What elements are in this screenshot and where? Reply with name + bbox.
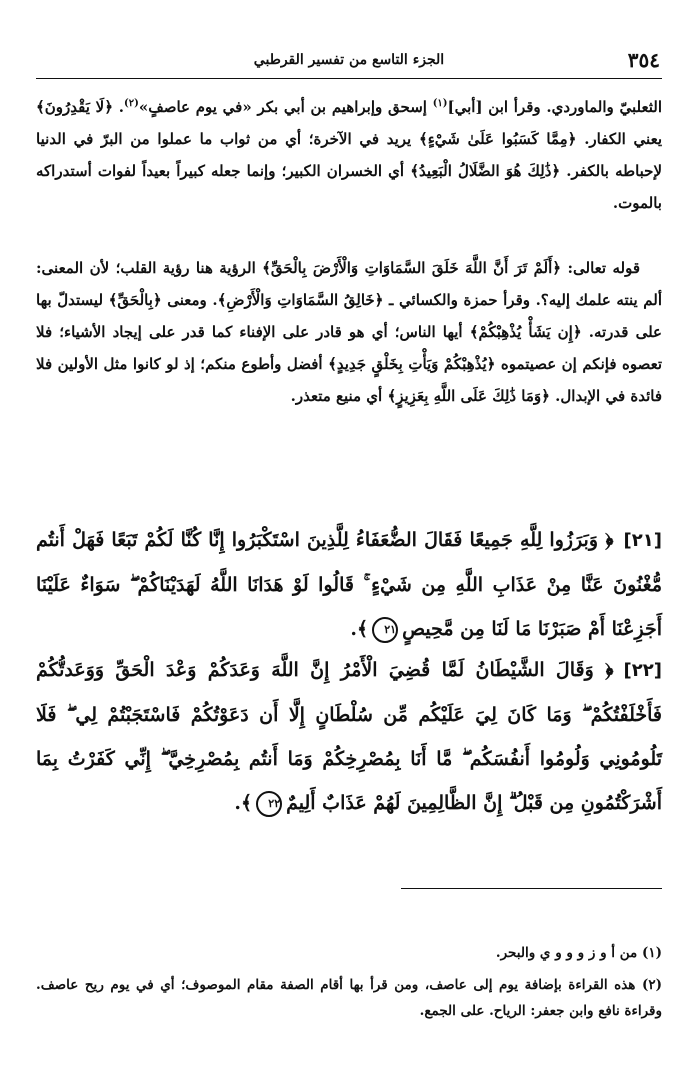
running-title: الجزء التاسع من تفسير القرطبي: [253, 52, 445, 68]
commentary-paragraph-1: [36, 88, 662, 219]
page-header: [36, 44, 662, 78]
page-number: ٣٥٤: [627, 48, 660, 72]
verse-end-marker: ٢١: [372, 617, 398, 643]
para1-text-3: . ﴿لَا يَقْدِرُونَ﴾ يعني الكفار. ﴿مِمَّا كَسَبُوا عَلَىٰ شَيْءٍ﴾ يريد في الآخرة؛ أي من ثواب ما عملوا من البرّ في الدنيا لإحباطه بالكفر. ﴿ذَٰلِكَ هُوَ الضَّلَالُ الْبَعِيدُ﴾ أي الخسران الكبير؛ وإنما جعله كبيراً بعيداً لفوات أستدراكه بالموت.: [36, 98, 662, 212]
commentary-paragraph-2: قوله تعالى: ﴿أَلَمْ تَرَ أَنَّ اللَّهَ خَلَقَ السَّمَاوَاتِ وَالْأَرْضَ بِالْحَقِّ﴾ الرؤية هنا رؤية القلب؛ لأن المعنى: ألم ينته علمك إليه؟. وقرأ حمزة والكسائي ـ ﴿خَالِقُ السَّمَاوَاتِ وَالْأَرْضِ﴾. ومعنى ﴿بِالْحَقِّ﴾ ليستدلّ بها على قدرته. ﴿إِن يَشَأْ يُذْهِبْكُمْ﴾ أيها الناس؛ أي هو قادر على الإفناء كما قدر على إيجاد الأشياء؛ فلا تعصوه فإنكم إن عصيتموه ﴿يُذْهِبْكُمْ وَيَأْتِ بِخَلْقٍ جَدِيدٍ﴾ أفضل وأطوع منكم؛ إذ لو كانوا مثل الأولين فلا فائدة في الإبدال. ﴿وَمَا ذَٰلِكَ عَلَى اللَّهِ بِعَزِيزٍ﴾ أي منيع متعذر.: [36, 259, 662, 405]
para1-text-2: إسحق وإبراهيم بن أبي بكر «في يوم عاصفٍ»: [138, 98, 433, 116]
verse-end-marker: ٢٢: [256, 791, 282, 817]
para1-text-1: الثعلبيّ والماوردي. وقرأ ابن [أبي]: [447, 98, 662, 116]
verse-21: [36, 518, 662, 651]
footnote-marker-2: (٢): [123, 98, 139, 109]
verse-number: [٢١]: [623, 530, 662, 551]
header-rule: [36, 78, 662, 79]
verse-text: ﴿ وَبَرَزُوا لِلَّهِ جَمِيعًا فَقَالَ الضُّعَفَاءُ لِلَّذِينَ اسْتَكْبَرُوا إِنَّا كُنَّا لَكُمْ تَبَعًا فَهَلْ أَنتُم مُّغْنُونَ عَنَّا مِنْ عَذَابِ اللَّهِ مِن شَيْءٍ ۚ قَالُوا لَوْ هَدَانَا اللَّهُ لَهَدَيْنَاكُمْ ۖ سَوَاءٌ عَلَيْنَا أَجَزِعْنَا أَمْ صَبَرْنَا مَا لَنَا مِن مَّحِيصٍ: [36, 529, 662, 640]
verse-22: [36, 648, 662, 825]
verse-number: [٢٢]: [623, 660, 662, 681]
footnote-marker-1: (١): [432, 98, 448, 109]
footnote-1: (١) من أ و ز و و و ي والبحر.: [495, 945, 662, 961]
verse-closing: ﴾.: [234, 792, 253, 814]
verse-closing: ﴾.: [350, 618, 369, 640]
verse-text: ﴿ وَقَالَ الشَّيْطَانُ لَمَّا قُضِيَ الْأَمْرُ إِنَّ اللَّهَ وَعَدَكُمْ وَعْدَ الْحَقِّ وَوَعَدتُّكُمْ فَأَخْلَفْتُكُمْ ۖ وَمَا كَانَ لِيَ عَلَيْكُم مِّن سُلْطَانٍ إِلَّا أَن دَعَوْتُكُمْ فَاسْتَجَبْتُمْ لِي ۖ فَلَا تَلُومُونِي وَلُومُوا أَنفُسَكُم ۖ مَّا أَنَا بِمُصْرِخِكُمْ وَمَا أَنتُم بِمُصْرِخِيَّ ۖ إِنِّي كَفَرْتُ بِمَا أَشْرَكْتُمُونِ مِن قَبْلُ ۗ إِنَّ الظَّالِمِينَ لَهُمْ عَذَابٌ أَلِيمٌ: [36, 659, 662, 814]
footnote-separator: [401, 888, 662, 889]
footnote-2: (٢) هذه القراءة بإضافة يوم إلى عاصف، ومن قرأ بها أقام الصفة مقام الموصوف؛ أي في يوم ريح عاصف. وقراءة نافع وابن جعفر: الرياح. على الجمع.: [36, 977, 662, 1019]
